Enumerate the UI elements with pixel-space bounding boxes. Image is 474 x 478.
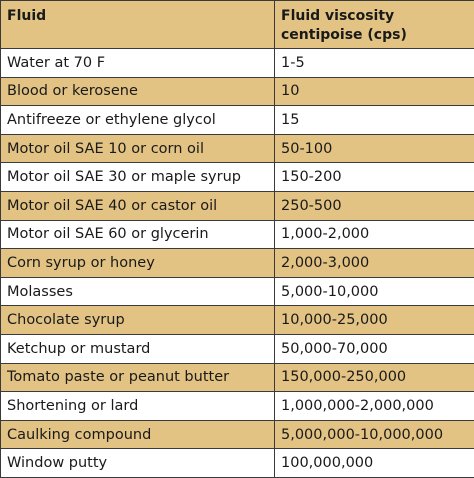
table-row [1,106,474,135]
fluid-cell: Corn syrup or honey [1,249,275,278]
table-row [1,77,474,106]
table-row [1,420,474,449]
fluid-cell: Chocolate syrup [1,306,275,335]
viscosity-cell: 50-100 [275,134,474,163]
table-row [1,191,474,220]
viscosity-cell: 100,000,000 [275,449,474,478]
fluid-cell: Caulking compound [1,420,275,449]
viscosity-cell: 5,000-10,000 [275,277,474,306]
table-row [1,363,474,392]
fluid-cell: Ketchup or mustard [1,334,275,363]
viscosity-cell: 10,000-25,000 [275,306,474,335]
table-header [1,1,474,49]
viscosity-cell: 50,000-70,000 [275,334,474,363]
fluid-cell: Water at 70 F [1,49,275,78]
viscosity-cell: 150-200 [275,163,474,192]
table-row [1,249,474,278]
table-row [1,163,474,192]
fluid-cell: Antifreeze or ethylene glycol [1,106,275,135]
viscosity-cell: 5,000,000-10,000,000 [275,420,474,449]
viscosity-cell: 150,000-250,000 [275,363,474,392]
fluid-cell: Window putty [1,449,275,478]
viscosity-column-header: Fluid viscosity centipoise (cps) [275,1,474,49]
viscosity-cell: 1,000-2,000 [275,220,474,249]
viscosity-cell: 1-5 [275,49,474,78]
table-row [1,134,474,163]
table-row [1,306,474,335]
table-row [1,334,474,363]
table-body [1,49,474,478]
fluid-cell: Molasses [1,277,275,306]
viscosity-cell: 2,000-3,000 [275,249,474,278]
header-row [1,1,474,49]
table-row [1,220,474,249]
fluid-cell: Motor oil SAE 40 or castor oil [1,191,275,220]
table-row [1,49,474,78]
table-row [1,392,474,421]
viscosity-cell: 250-500 [275,191,474,220]
table-row [1,277,474,306]
fluid-cell: Motor oil SAE 30 or maple syrup [1,163,275,192]
fluid-cell: Tomato paste or peanut butter [1,363,275,392]
fluid-cell: Blood or kerosene [1,77,275,106]
fluid-cell: Shortening or lard [1,392,275,421]
fluid-column-header: Fluid [1,1,275,49]
table-row [1,449,474,478]
fluid-cell: Motor oil SAE 60 or glycerin [1,220,275,249]
fluid-cell: Motor oil SAE 10 or corn oil [1,134,275,163]
viscosity-cell: 15 [275,106,474,135]
viscosity-cell: 1,000,000-2,000,000 [275,392,474,421]
viscosity-cell: 10 [275,77,474,106]
